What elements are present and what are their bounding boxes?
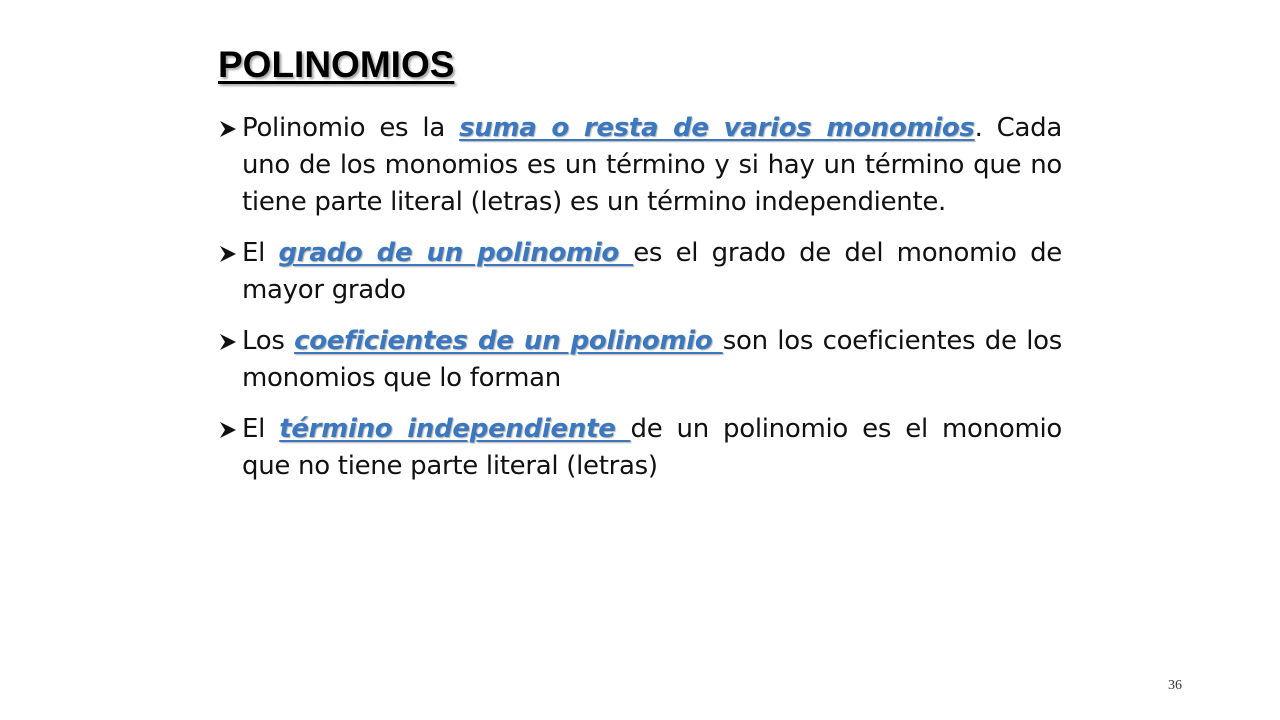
arrow-bullet-icon: [216, 323, 240, 360]
bullet-item-independent-term: [216, 411, 1062, 485]
bullet-text-post: de un polinomio es el monomio que no tiene parte literal (letras): [242, 414, 1062, 481]
bullet-text-post: . Cada uno de los monomios es un término y si hay un término que no tiene parte literal (letras) es un término independiente.: [242, 113, 1062, 217]
arrow-bullet-icon: [216, 110, 240, 147]
bullet-item-definition: [216, 110, 1062, 221]
page-number: 36: [1168, 678, 1182, 693]
bullet-text-pre: Polinomio es la: [242, 113, 460, 143]
arrow-bullet-icon: [216, 411, 240, 448]
bullet-text-pre: Los: [242, 326, 295, 356]
highlight-term: término independiente: [279, 414, 631, 444]
highlight-term: suma o resta de varios monomios: [459, 113, 975, 143]
bullet-text-pre: El: [242, 238, 279, 268]
bullet-list: [216, 110, 1062, 485]
bullet-item-coefficients: [216, 323, 1062, 397]
bullet-item-degree: [216, 235, 1062, 309]
slide-title: POLINOMIOS: [218, 44, 455, 85]
bullet-text-pre: El: [242, 414, 280, 444]
bullet-text-post: son los coeficientes de los monomios que lo forman: [242, 326, 1062, 393]
bullet-text-post: es el grado de del monomio de mayor grado: [242, 238, 1062, 305]
arrow-bullet-icon: [216, 235, 240, 272]
highlight-term: grado de un polinomio: [278, 238, 634, 268]
highlight-term: coeficientes de un polinomio: [294, 326, 723, 356]
